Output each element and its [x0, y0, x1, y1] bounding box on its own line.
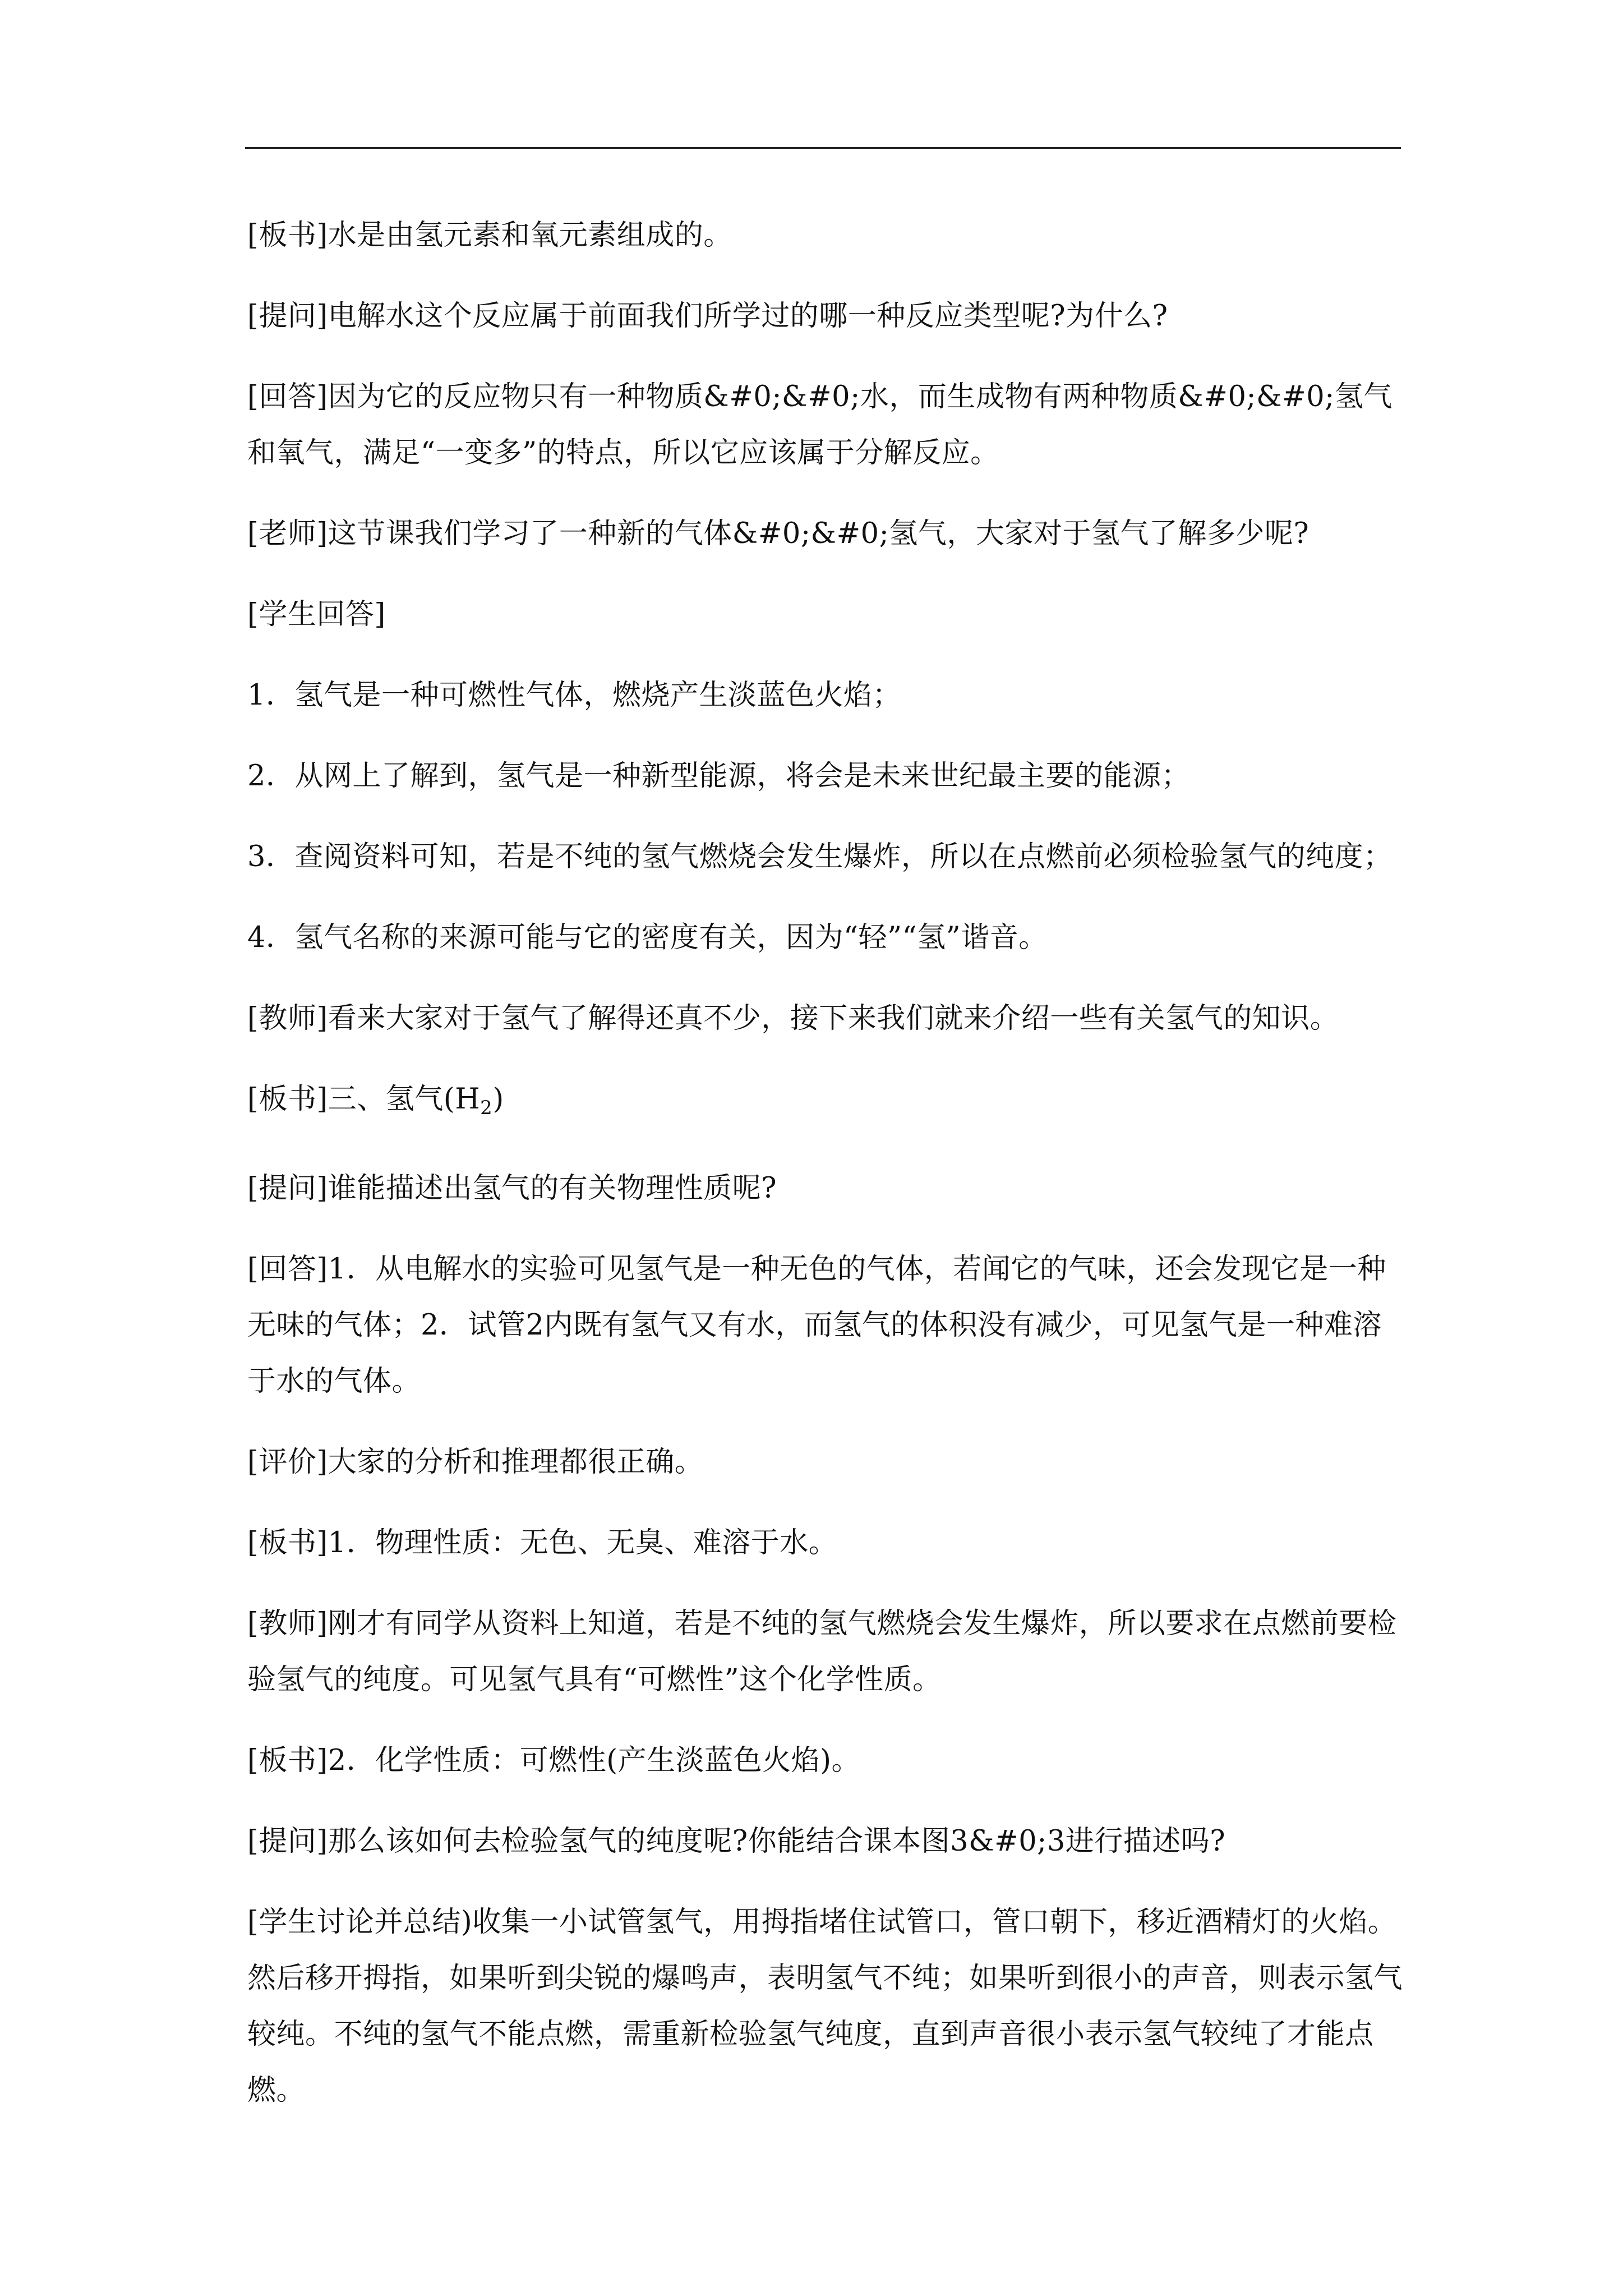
paragraph-teacher-intro: [教师]看来大家对于氢气了解得还真不少，接下来我们就来介绍一些有关氢气的知识。: [247, 1002, 1339, 1035]
paragraph-answer-decomposition: [回答]因为它的反应物只有一种物质&#0;&#0;水，而生成物有两种物质&#0;&#0;氢气和氧气，满足“一变多”的特点，所以它应该属于分解反应。: [247, 380, 1393, 470]
paragraph-question-physical: [提问]谁能描述出氢气的有关物理性质呢?: [247, 1172, 777, 1205]
paragraph-item-1: 1．氢气是一种可燃性气体，燃烧产生淡蓝色火焰；: [247, 679, 901, 712]
paragraph-board-note-water: [板书]水是由氢元素和氧元素组成的。: [247, 219, 732, 252]
paragraph-item-2: 2．从网上了解到，氢气是一种新型能源，将会是未来世纪最主要的能源；: [247, 760, 1190, 793]
paragraph-teacher-purity: [教师]刚才有同学从资料上知道，若是不纯的氢气燃烧会发生爆炸，所以要求在点燃前要检验氢气的纯度。可见氢气具有“可燃性”这个化学性质。: [247, 1607, 1397, 1696]
heading-suffix: ): [492, 1083, 504, 1116]
paragraph-evaluation: [评价]大家的分析和推理都很正确。: [247, 1446, 704, 1479]
document-body: [247, 208, 1403, 2119]
header-rule: [245, 147, 1401, 149]
paragraph-board-physical: [板书]1．物理性质：无色、无臭、难溶于水。: [247, 1526, 838, 1559]
paragraph-question-reaction-type: [提问]电解水这个反应属于前面我们所学过的哪一种反应类型呢?为什么?: [247, 300, 1168, 333]
paragraph-item-4: 4．氢气名称的来源可能与它的密度有关，因为“轻”“氢”谐音。: [247, 921, 1048, 954]
paragraph-answer-physical: [回答]1．从电解水的实验可见氢气是一种无色的气体，若闻它的气味，还会发现它是一种无味的气体；2．试管2内既有氢气又有水，而氢气的体积没有减少，可见氢气是一种难溶于水的气体。: [247, 1253, 1386, 1398]
paragraph-board-chemical: [板书]2．化学性质：可燃性(产生淡蓝色火焰)。: [247, 1744, 861, 1777]
paragraph-student-answer-heading: [学生回答]: [247, 598, 386, 631]
paragraph-question-purity-test: [提问]那么该如何去检验氢气的纯度呢?你能结合课本图3&#0;3进行描述吗?: [247, 1825, 1226, 1858]
paragraph-student-summary: [学生讨论并总结)收集一小试管氢气，用拇指堵住试管口，管口朝下，移近酒精灯的火焰。然后移开拇指，如果听到尖锐的爆鸣声，表明氢气不纯；如果听到很小的声音，则表示氢气较纯。不纯的氢气不能点燃，需重新检验氢气纯度，直到声音很小表示氢气较纯了才能点燃。: [247, 1906, 1403, 2107]
paragraph-board-hydrogen-heading: [247, 1071, 1403, 1136]
heading-prefix: [板书]三、氢气(H: [247, 1083, 481, 1116]
paragraph-teacher-new-gas: [老师]这节课我们学习了一种新的气体&#0;&#0;氢气，大家对于氢气了解多少呢?: [247, 517, 1310, 550]
paragraph-item-3: 3．查阅资料可知，若是不纯的氢气燃烧会发生爆炸，所以在点燃前必须检验氢气的纯度；: [247, 840, 1393, 873]
subscript-two: 2: [480, 1097, 493, 1119]
